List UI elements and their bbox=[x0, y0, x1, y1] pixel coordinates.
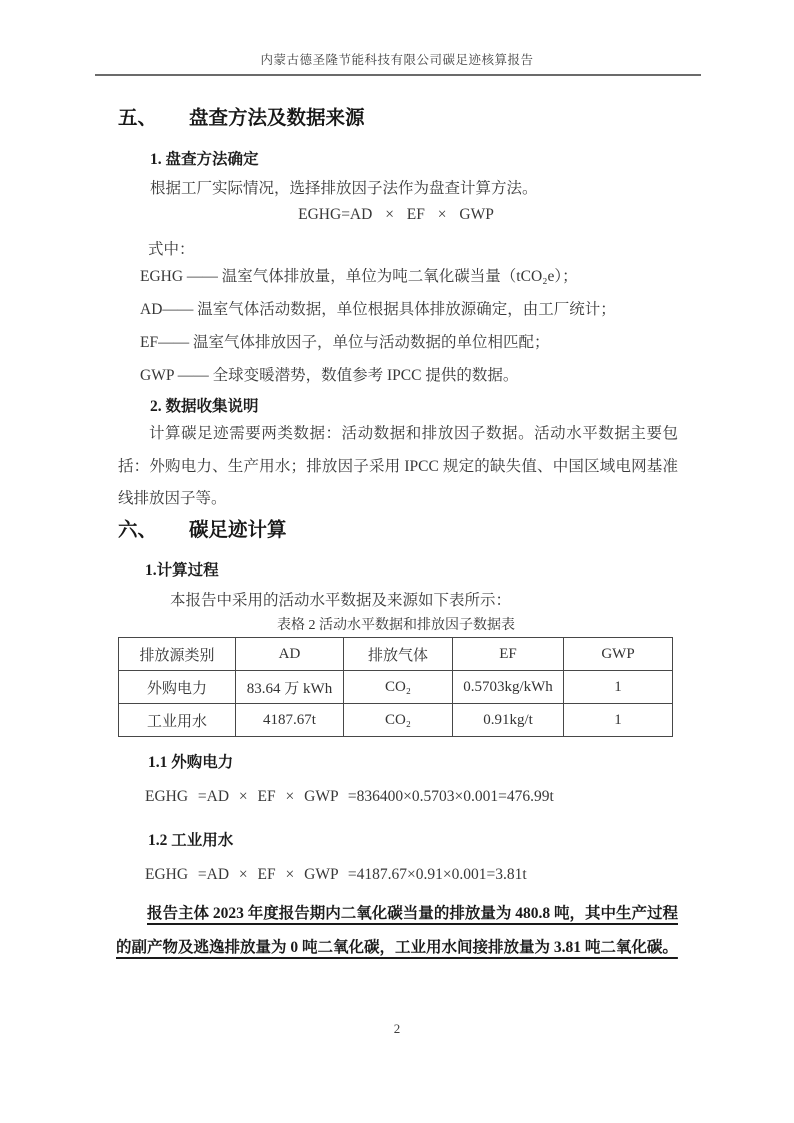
table-cell: 4187.67t bbox=[236, 704, 344, 737]
section-6-number: 六、 bbox=[118, 520, 158, 541]
formula-definitions bbox=[140, 260, 740, 392]
formula-intro: 式中： bbox=[148, 241, 195, 258]
table-header-cell: 排放源类别 bbox=[119, 638, 236, 671]
method-heading: 1. 盘查方法确定 bbox=[150, 151, 259, 168]
section-6-title: 碳足迹计算 bbox=[189, 520, 287, 541]
section-5-title: 盘查方法及数据来源 bbox=[189, 108, 365, 129]
table-cell: CO₂ bbox=[344, 704, 453, 737]
data-collection-heading: 2. 数据收集说明 bbox=[150, 398, 259, 415]
definition-eghg: EGHG —— 温室气体排放量，单位为吨二氧化碳当量（tCO₂e）； bbox=[140, 268, 578, 285]
table-cell: 1 bbox=[564, 704, 673, 737]
table-cell: 工业用水 bbox=[119, 704, 236, 737]
method-paragraph: 根据工厂实际情况，选择排放因子法作为盘查计算方法。 bbox=[150, 180, 538, 197]
water-calc-formula: EGHG =AD × EF × GWP =4187.67×0.91×0.001=3.81t bbox=[145, 866, 527, 883]
table-header-cell: 排放气体 bbox=[344, 638, 453, 671]
header-rule bbox=[95, 74, 701, 76]
table-cell: CO₂ bbox=[344, 671, 453, 704]
definition-ef: EF—— 温室气体排放因子，单位与活动数据的单位相匹配； bbox=[140, 334, 550, 351]
table-cell: 外购电力 bbox=[119, 671, 236, 704]
conclusion-paragraph: 报告主体 2023 年度报告期内二氧化碳当量的排放量为 480.8 吨，其中生产过程的副产物及逃逸排放量为 0 吨二氧化碳，工业用水间接排放量为 3.81 吨二氧化碳。 bbox=[116, 905, 678, 956]
table-header-cell: EF bbox=[453, 638, 564, 671]
table-cell: 0.5703kg/kWh bbox=[453, 671, 564, 704]
table-row-water bbox=[119, 704, 673, 737]
page-header-title: 内蒙古德圣隆节能科技有限公司碳足迹核算报告 bbox=[260, 53, 534, 67]
table-header-cell: AD bbox=[236, 638, 344, 671]
data-collection-paragraph: 计算碳足迹需要两类数据：活动数据和排放因子数据。活动水平数据主要包括：外购电力、生产用水；排放因子采用 IPCC 规定的缺失值、中国区域电网基准线排放因子等。 bbox=[118, 425, 678, 507]
table-cell: 1 bbox=[564, 671, 673, 704]
calc-process-heading: 1.计算过程 bbox=[145, 562, 219, 579]
electricity-calc-formula: EGHG =AD × EF × GWP =836400×0.5703×0.001=476.99t bbox=[145, 788, 554, 805]
table-cell: 83.64 万 kWh bbox=[236, 671, 344, 704]
table-row-electricity bbox=[119, 671, 673, 704]
table-header-cell: GWP bbox=[564, 638, 673, 671]
page-number: 2 bbox=[393, 1021, 401, 1036]
purchased-electricity-heading: 1.1 外购电力 bbox=[148, 754, 234, 771]
definition-ad: AD—— 温室气体活动数据，单位根据具体排放源确定，由工厂统计； bbox=[140, 301, 616, 318]
calc-process-intro: 本报告中采用的活动水平数据及来源如下表所示： bbox=[170, 592, 512, 609]
section-5-heading bbox=[118, 102, 365, 130]
table-cell: 0.91kg/t bbox=[453, 704, 564, 737]
activity-data-table bbox=[118, 637, 673, 737]
section-6-heading bbox=[118, 514, 287, 542]
definition-gwp: GWP —— 全球变暖潜势，数值参考 IPCC 提供的数据。 bbox=[140, 367, 519, 384]
industrial-water-heading: 1.2 工业用水 bbox=[148, 832, 234, 849]
table-header-row bbox=[119, 638, 673, 671]
section-5-number: 五、 bbox=[118, 108, 158, 129]
table-caption: 表格 2 活动水平数据和排放因子数据表 bbox=[277, 618, 515, 633]
ghg-formula: EGHG=AD × EF × GWP bbox=[298, 206, 494, 223]
